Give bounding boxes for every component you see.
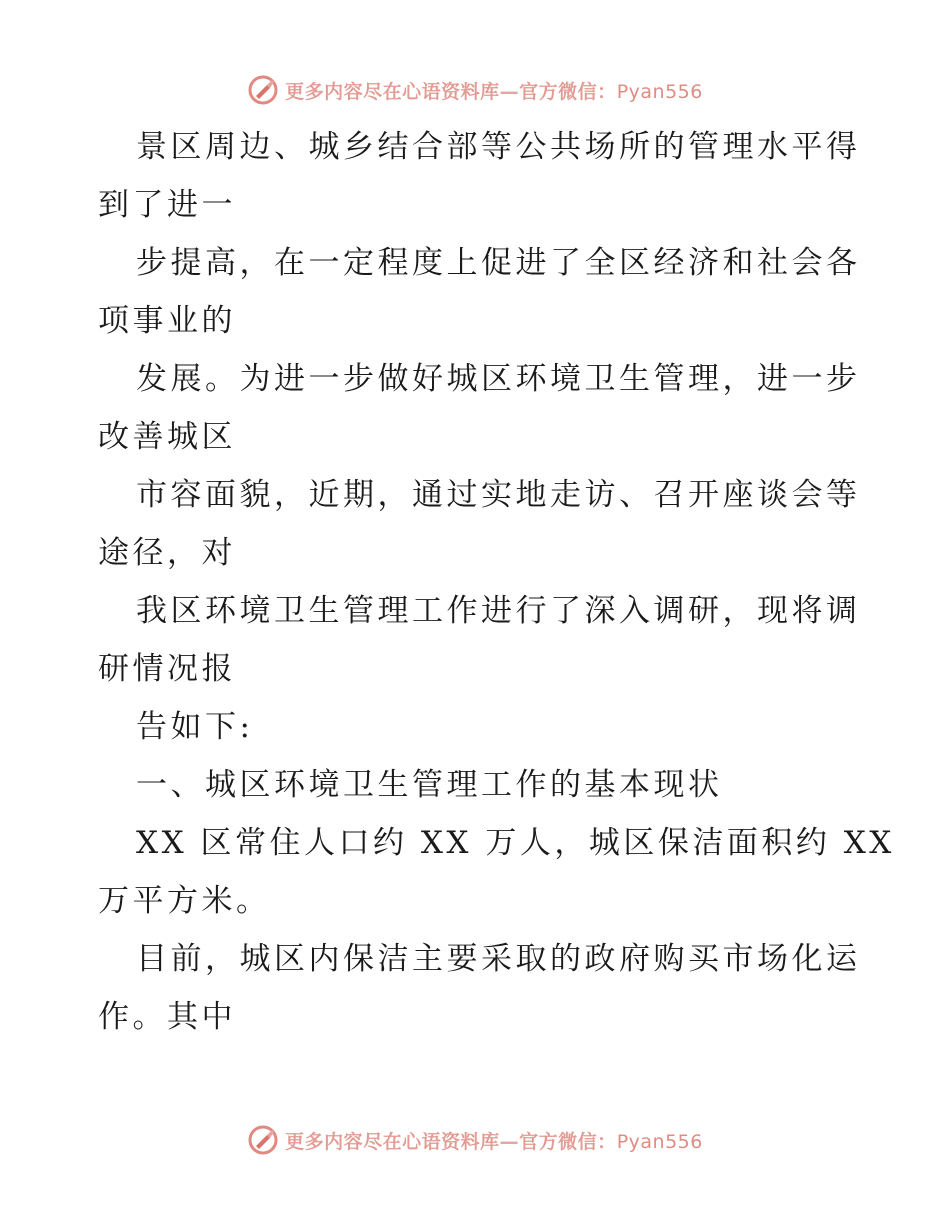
header-watermark (0, 70, 950, 110)
body-line: 万平方米。 (98, 883, 271, 919)
body-line: 发展。为进一步做好城区环境卫生管理，进一步 (136, 361, 861, 397)
body-line: 到了进一 (98, 187, 236, 223)
body-line: 景区周边、城乡结合部等公共场所的管理水平得 (136, 129, 861, 165)
quill-seal-icon (247, 1124, 279, 1156)
body-line: 告如下: (136, 709, 254, 745)
body-line: 步提高，在一定程度上促进了全区经济和社会各 (136, 245, 861, 281)
body-line: 途径，对 (98, 535, 236, 571)
watermark-text: 更多内容尽在心语资料库—官方微信：Pyan556 (285, 1130, 703, 1153)
body-line: 市容面貌，近期，通过实地走访、召开座谈会等 (136, 477, 861, 513)
body-line: 项事业的 (98, 303, 236, 339)
body-line: 作。其中 (98, 999, 236, 1035)
footer-watermark (0, 1120, 950, 1160)
section-heading: 一、城区环境卫生管理工作的基本现状 (136, 767, 723, 803)
body-line: 目前，城区内保洁主要采取的政府购买市场化运 (136, 941, 861, 977)
quill-seal-icon (247, 74, 279, 106)
body-line: XX 区常住人口约 XX 万人，城区保洁面积约 XX (136, 825, 895, 861)
document-body (98, 118, 895, 1046)
body-line: 改善城区 (98, 419, 236, 455)
body-line: 研情况报 (98, 651, 236, 687)
body-line: 我区环境卫生管理工作进行了深入调研，现将调 (136, 593, 861, 629)
watermark-text: 更多内容尽在心语资料库—官方微信：Pyan556 (285, 80, 703, 103)
